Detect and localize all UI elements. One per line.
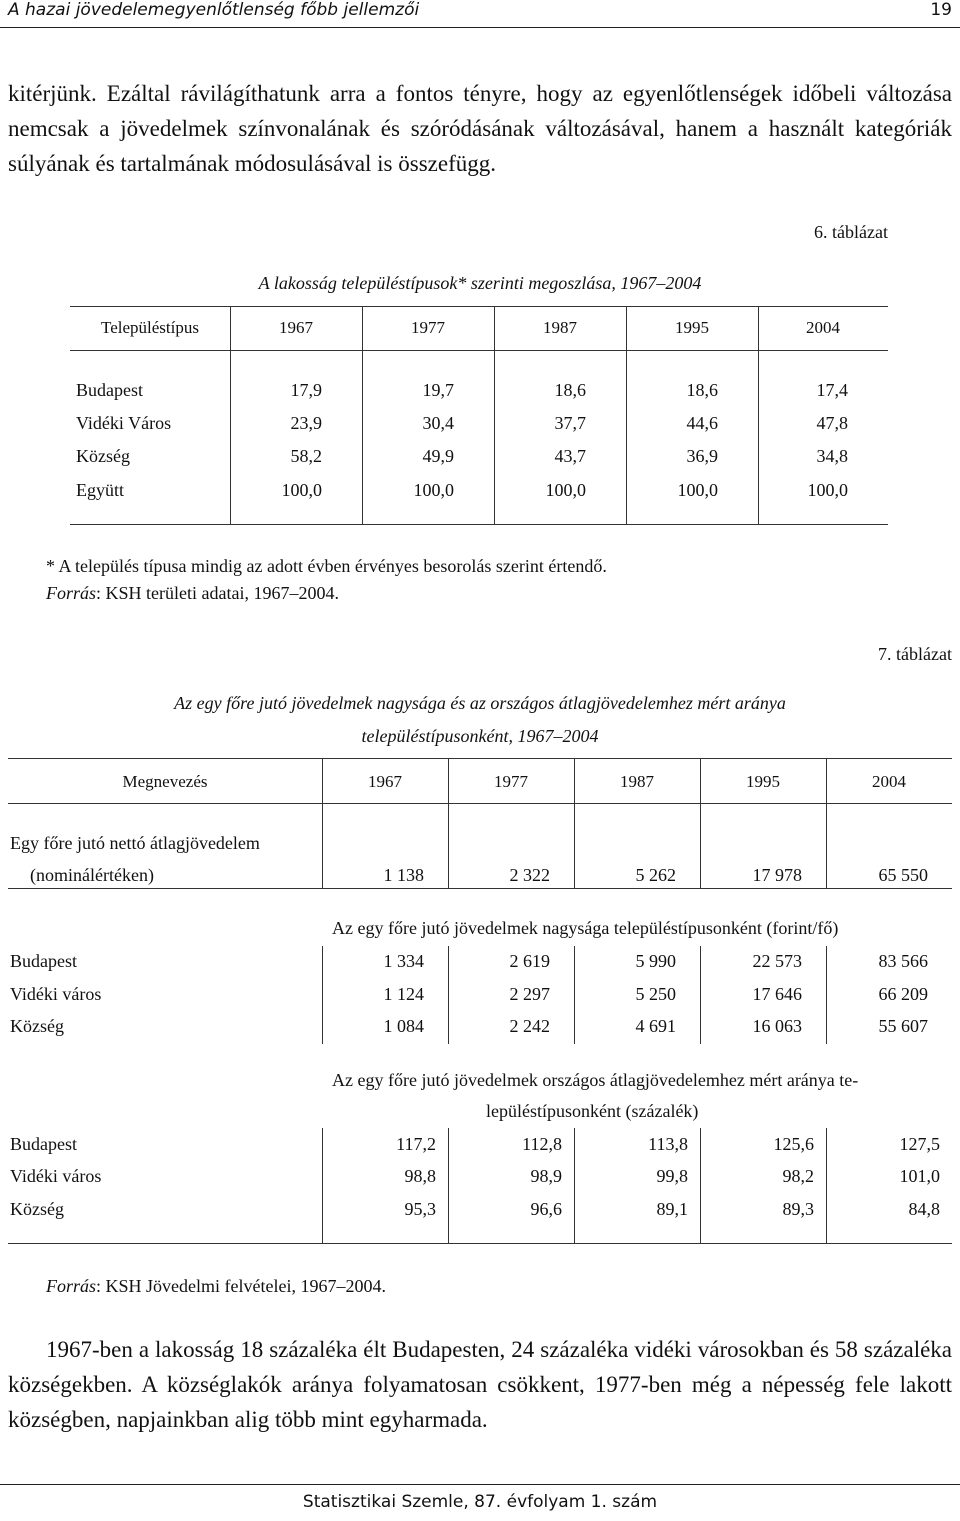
table6-cell: 17,9	[290, 380, 322, 400]
table6-cell: 43,7	[554, 446, 586, 466]
source-label: Forrás	[46, 583, 97, 603]
table7-bottom-rule	[8, 1243, 952, 1244]
source-text: : KSH területi adatai, 1967–2004.	[96, 583, 339, 603]
table6-cell: 18,6	[554, 380, 586, 400]
source-label: Forrás	[46, 1276, 97, 1296]
table7-cell: 2 242	[509, 1016, 550, 1036]
table7-cell: 2 322	[509, 865, 550, 885]
table6-cell: 18,6	[686, 380, 718, 400]
table7-header-rule	[8, 803, 952, 804]
table6-cell: 23,9	[290, 413, 322, 433]
table7-source	[46, 1276, 386, 1297]
table7-header-cell: 1995	[746, 772, 780, 791]
table7-label: 7. táblázat	[878, 644, 952, 664]
table7-net-row-rule	[8, 888, 952, 889]
table6-top-rule	[70, 306, 888, 307]
table7-cell: 2 297	[509, 984, 550, 1004]
table7-cell: 1 334	[383, 951, 424, 971]
table6-cell: 100,0	[413, 480, 454, 500]
table6-cell: 44,6	[686, 413, 718, 433]
table6-cell: 19,7	[422, 380, 454, 400]
table7-cell: 83 566	[878, 951, 928, 971]
table7-cell: 89,3	[782, 1199, 814, 1219]
table7-header-cell: 1967	[368, 772, 402, 791]
table7-cell: 125,6	[773, 1134, 814, 1154]
table7-cell: 98,9	[530, 1166, 562, 1186]
table6-header-cell: 2004	[806, 318, 840, 337]
page-number: 19	[930, 0, 952, 20]
footer-rule	[0, 1484, 960, 1485]
table7-header-cell: 1977	[494, 772, 528, 791]
table7-header-cell: Megnevezés	[122, 772, 208, 791]
table6-cell: 100,0	[807, 480, 848, 500]
table7-caption-line1: Az egy főre jutó jövedelmek nagysága és az országos átlagjövedelemhez mért aránya	[174, 693, 786, 713]
table6-header-cell: Településtípus	[101, 318, 199, 337]
table7-row-label: Község	[10, 1016, 64, 1036]
table6-header-cell: 1995	[675, 318, 709, 337]
table7-cell: 5 250	[635, 984, 676, 1004]
table7-cell: 16 063	[752, 1016, 802, 1036]
section1-title: Az egy főre jutó jövedelmek nagysága településtípusonként (forint/fő)	[332, 918, 839, 938]
table7-row-label: Budapest	[10, 1134, 77, 1154]
table7-cell: 96,6	[530, 1199, 562, 1219]
table6-row-label: Budapest	[76, 380, 143, 400]
table7-top-rule	[8, 758, 952, 759]
table6-cell: 100,0	[545, 480, 586, 500]
table6-cell: 30,4	[422, 413, 454, 433]
intro-paragraph: kitérjünk. Ezáltal rávilágíthatunk arra a fontos tényre, hogy az egyenlőtlenségek időbeli változása nemcsak a jövedelmek színvonalának és szóródásának változásával, hanem a használt kategóriák súlyának és tartalmának módosulásával is összefügg.	[8, 81, 952, 176]
table7-cell: 113,8	[648, 1134, 688, 1154]
table7-cell: 17 646	[752, 984, 802, 1004]
table7-cell: 17 978	[752, 865, 802, 885]
table6-cell: 37,7	[554, 413, 586, 433]
table6-header-cell: 1987	[543, 318, 577, 337]
table7-cell: 5 990	[635, 951, 676, 971]
table7-cell: 95,3	[404, 1199, 436, 1219]
table7-cell: 4 691	[635, 1016, 676, 1036]
table7-cell: 5 262	[635, 865, 676, 885]
table6-cell: 100,0	[281, 480, 322, 500]
table7-row-label: Budapest	[10, 951, 77, 971]
table6-cell: 47,8	[816, 413, 848, 433]
table6-header-cell: 1977	[411, 318, 445, 337]
table7-cell: 101,0	[899, 1166, 940, 1186]
table6-header-cell: 1967	[279, 318, 313, 337]
table7-header-cell: 1987	[620, 772, 654, 791]
table7-cell: 55 607	[878, 1016, 928, 1036]
table7-cell: 117,2	[396, 1134, 436, 1154]
table6-cell: 49,9	[422, 446, 454, 466]
table6-cell: 17,4	[816, 380, 848, 400]
table7-cell: 112,8	[522, 1134, 562, 1154]
table6-footnote: * A település típusa mindig az adott évben érvényes besorolás szerint értendő.	[46, 556, 607, 576]
table6-cell: 36,9	[686, 446, 718, 466]
table6-row-label: Vidéki Város	[76, 413, 172, 433]
running-footer: Statisztikai Szemle, 87. évfolyam 1. szám	[302, 1492, 658, 1512]
table7-row-label: Vidéki város	[10, 984, 102, 1004]
table6-row-label: Együtt	[76, 480, 124, 500]
table7-cell: 1 138	[383, 865, 424, 885]
table6-header-rule	[70, 350, 888, 351]
table7-header-cell: 2004	[872, 772, 906, 791]
table7-cell: 65 550	[878, 865, 928, 885]
section2-title-line1: Az egy főre jutó jövedelmek országos átlagjövedelemhez mért aránya te-	[332, 1070, 859, 1090]
table6-bottom-rule	[70, 524, 888, 525]
table7-cell: 98,8	[404, 1166, 436, 1186]
table6-source	[46, 583, 339, 604]
table7-cell: 98,2	[782, 1166, 814, 1186]
net-income-label-line1: Egy főre jutó nettó átlagjövedelem	[10, 833, 260, 853]
table7-cell: 127,5	[899, 1134, 940, 1154]
table7-cell: 1 084	[383, 1016, 424, 1036]
source-text: : KSH Jövedelmi felvételei, 1967–2004.	[96, 1276, 386, 1296]
section2-title-line2: lepüléstípusonként (százalék)	[486, 1101, 699, 1121]
table7-row-label: Község	[10, 1199, 64, 1219]
net-income-label-line2: (nominálértéken)	[30, 865, 154, 885]
table7-cell: 2 619	[509, 951, 550, 971]
outro-paragraph-text: 1967-ben a lakosság 18 százaléka élt Budapesten, 24 százaléka vidéki városokban és 58 százaléka községekben. A községlakók aránya folyamatosan csökkent, 1977-ben még a népesség fele lakott községben, napjainkban alig több mint egyharmada.	[8, 1337, 952, 1432]
running-header-title: A hazai jövedelemegyenlőtlenség főbb jellemzői	[8, 0, 420, 20]
table6-label: 6. táblázat	[814, 222, 888, 242]
outro-paragraph	[8, 1332, 952, 1437]
header-rule	[0, 27, 960, 28]
table7-cell: 22 573	[752, 951, 802, 971]
table7-row-label: Vidéki város	[10, 1166, 102, 1186]
table6-cell: 100,0	[677, 480, 718, 500]
table7-cell: 84,8	[908, 1199, 940, 1219]
table6-cell: 58,2	[290, 446, 322, 466]
table7-cell: 99,8	[656, 1166, 688, 1186]
table7-cell: 89,1	[656, 1199, 688, 1219]
table7-cell: 1 124	[383, 984, 424, 1004]
table6-row-label: Község	[76, 446, 130, 466]
table6-caption: A lakosság településtípusok* szerinti megoszlása, 1967–2004	[258, 273, 702, 293]
table6-cell: 34,8	[816, 446, 848, 466]
table7-cell: 66 209	[878, 984, 928, 1004]
table7-caption-line2: településtípusonként, 1967–2004	[361, 726, 599, 746]
